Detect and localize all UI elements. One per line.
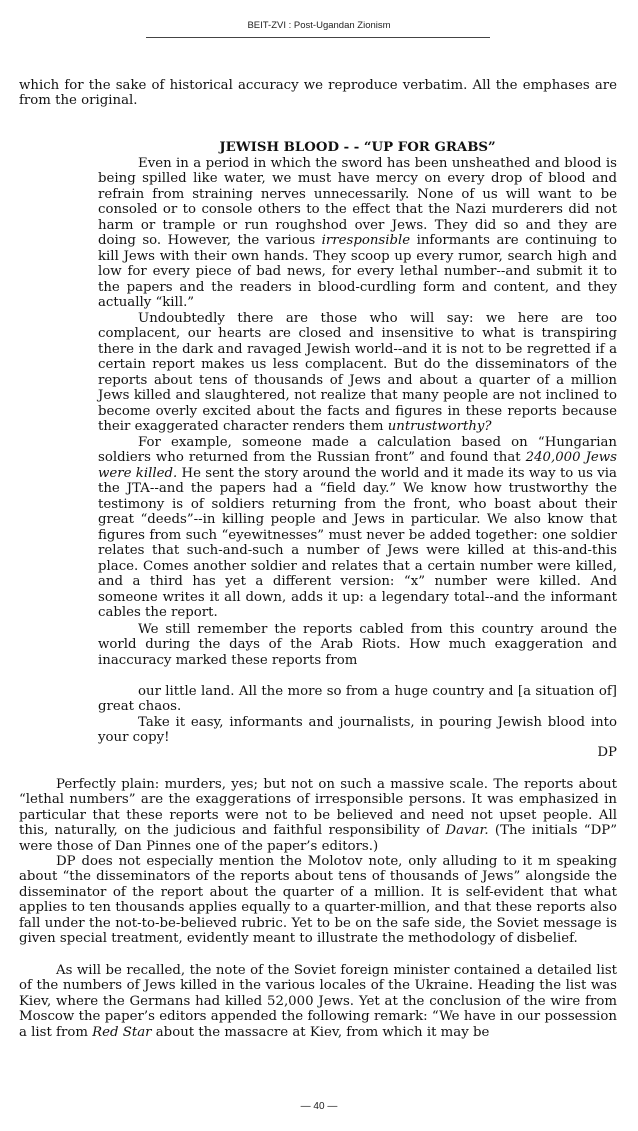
text-run: We still remember the reports cabled from this country around the world during the days of the Arab Riots. How much exaggeration and inaccuracy marked these reports from (98, 622, 617, 668)
article-paragraph-5 (98, 684, 617, 715)
text-run: our little land. All the more so from a huge country and [a situation of] great chaos. (98, 684, 617, 715)
article-signature: DP (597, 745, 617, 760)
body-paragraph-3 (19, 963, 617, 1040)
text-run: DP does not especially mention the Molotov note, only alluding to it m speaking about “the disseminators of the reports about tens of thousands of Jews” alongside the disseminator of the report about the quarter of a million. It is self-evident that what applies to ten thousands applies equally to a quarter-million, and that these reports also fall under the not-to-be-believed rubric. Yet to be on the safe side, the Soviet message is given special treatment, evidently meant to illustrate the methodology of disbelief. (19, 854, 617, 947)
article-paragraph-4 (98, 622, 617, 668)
text-run: He sent the story around the world and it made its way to us via the JTA--and the papers had a “field day.” We know how trustworthy the testimony is of soldiers returning from the front, who boast about their great “deeds”--in killing people and Jews in particular. We also know that figures from such “eyewitnesses” must never be added together: one soldier relates that such-and-such a number of Jews were killed at this-and-this place. Comes another soldier and relates that a certain number were killed, and a third has yet a different version: “x” number were killed. And someone writes it all down, adds it up: a legendary total--and the informant cables the report. (98, 465, 617, 620)
emphasis: Red Star (92, 1024, 152, 1040)
header-divider (146, 37, 490, 38)
emphasis: Davar. (445, 823, 489, 839)
emphasis: irresponsible (321, 233, 411, 249)
emphasis: untrustworthy? (387, 419, 492, 435)
text-run: Even in a period in which the sword has been unsheathed and blood is being spilled like water, we must have mercy on every drop of blood and refrain from straining nerves unnecessarily. None of us will want to be consoled or to console others to the effect that the Nazi murderers did not harm or trample or run roughshod over Jews. They did so and they are doing so. However, the various (98, 156, 617, 249)
text-run: Take it easy, informants and journalists, in pouring Jewish blood into your copy! (98, 715, 617, 746)
article-paragraph-2 (98, 311, 617, 435)
page-number: — 40 — (300, 1101, 338, 1112)
body-paragraph-1 (19, 777, 617, 854)
text-run: As will be recalled, the note of the Soviet foreign minister contained a detailed list of the numbers of Jews killed in the various locales of the Ukraine. Heading the list was Kiev, where the Germans had killed 52,000 Jews. Yet at the conclusion of the wire from Moscow the paper’s editors appended the following remark: “We have in our possession a list from (19, 963, 617, 1040)
text-run: For example, someone made a calculation based on “Hungarian soldiers who returned from the Russian front” and found that (98, 435, 617, 466)
text-run: informants are continuing to kill Jews with their own hands. They scoop up every rumor, search high and low for every piece of bad news, for every lethal number--and submit it to the papers and the readers in blood-curdling form and content, and they actually “kill.” (98, 233, 618, 311)
article-paragraph-1 (98, 156, 617, 311)
emphasis: 240,000 Jews were killed. (98, 450, 617, 481)
intro-paragraph: which for the sake of historical accuracy we reproduce verbatim. All the emphases are from the original. (19, 78, 617, 109)
article-paragraph-3 (98, 435, 617, 620)
text-run: Undoubtedly there are those who will say: we here are too complacent, our hearts are closed and insensitive to what is transpiring there in the dark and ravaged Jewish world--and it is not to be regretted if a certain report makes us less complacent. But do the disseminators of the reports about tens of thousands of Jews and about a quarter of a million Jews killed and slaughtered, not realize that many people are not inclined to become overly excited about the facts and figures in these reports because their exaggerated character renders them (98, 311, 617, 435)
text-run: about the massacre at Kiev, from which it may be (151, 1024, 490, 1040)
running-header: BEIT-ZVI : Post-Ugandan Zionism (247, 20, 391, 31)
text-run: (The initials “DP” were those of Dan Pinnes one of the paper’s editors.) (19, 823, 617, 854)
text-run: Perfectly plain: murders, yes; but not on such a massive scale. The reports about “lethal numbers” are the exaggerations of irresponsible persons. It was emphasized in particular that these reports were not to be believed and need not upset people. All this, naturally, on the judicious and faithful responsibility of (19, 777, 617, 839)
article-paragraph-6 (98, 715, 617, 746)
article-title: JEWISH BLOOD - - “UP FOR GRABS” (219, 140, 496, 155)
body-paragraph-2 (19, 854, 617, 947)
